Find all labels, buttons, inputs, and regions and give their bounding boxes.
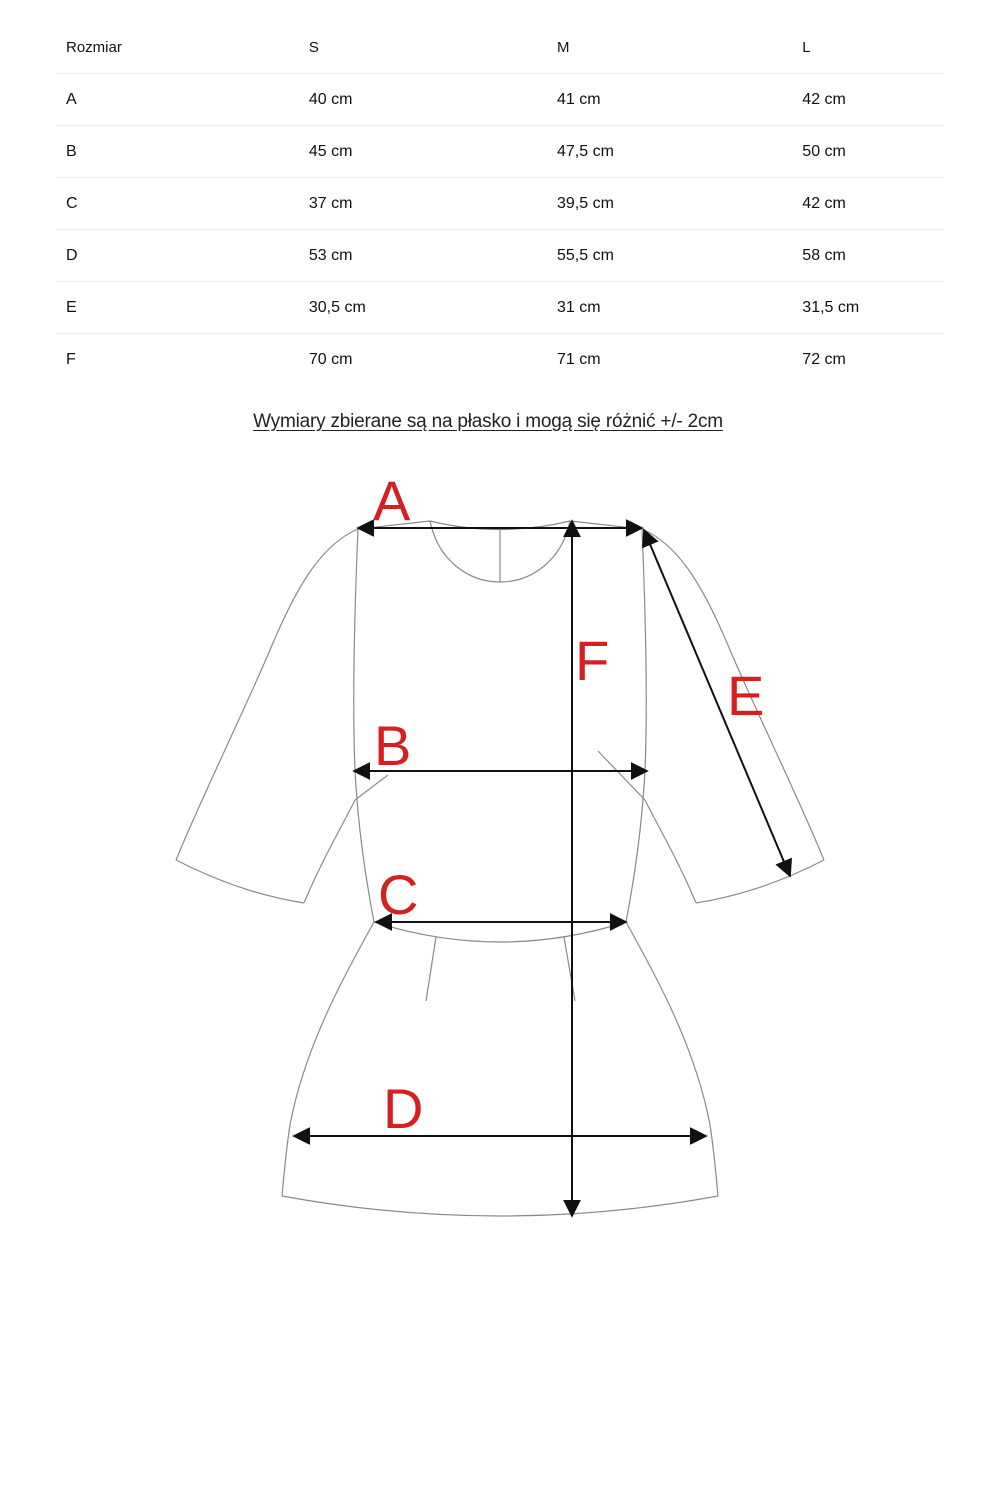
label-b: B	[374, 714, 412, 777]
measurement-labels	[373, 469, 764, 1140]
row-label: B	[56, 126, 299, 178]
skirt-pleat-right	[564, 937, 575, 1001]
bust-dart-left	[355, 775, 388, 800]
size-table	[56, 22, 944, 385]
garment-diagram	[0, 460, 1000, 1260]
table-row	[56, 334, 944, 386]
left-sleeve-inner	[304, 800, 355, 903]
table-row	[56, 282, 944, 334]
cell-value-s: 70 cm	[308, 350, 353, 368]
cell-value-m: 31 cm	[547, 282, 792, 334]
measurement-arrows	[294, 521, 790, 1216]
skirt-hem	[282, 1196, 718, 1216]
table-row	[56, 230, 944, 282]
skirt-side-left	[282, 922, 374, 1196]
bodice-side-right	[626, 529, 646, 922]
label-d: D	[383, 1077, 424, 1140]
cell-value-m: 47,5 cm	[547, 126, 792, 178]
left-sleeve-outer	[176, 529, 358, 860]
cell-value-l: 50 cm	[792, 126, 944, 178]
cell-value-l: 42 cm	[792, 74, 944, 126]
row-label: F	[66, 350, 76, 368]
header-cell-l: L	[792, 22, 944, 74]
skirt-pleat-left	[426, 937, 436, 1001]
cell-value-s: 30,5 cm	[299, 282, 547, 334]
right-sleeve-inner	[645, 800, 696, 903]
right-sleeve-hem	[696, 860, 824, 903]
cell-value-m: 41 cm	[547, 74, 792, 126]
row-label: E	[56, 282, 299, 334]
cell-value-s: 45 cm	[299, 126, 547, 178]
measurement-note: Wymiary zbierane są na płasko i mogą się różnić +/- 2cm	[253, 411, 723, 432]
skirt-side-right	[626, 922, 718, 1196]
table-row	[56, 178, 944, 230]
bust-dart-right	[598, 751, 645, 800]
garment-outline	[176, 521, 824, 1216]
row-label: D	[56, 230, 299, 282]
cell-value-s: 40 cm	[299, 74, 547, 126]
bodice-side-left	[354, 529, 374, 922]
cell-value-l: 72 cm	[802, 350, 846, 368]
cell-value-l: 58 cm	[792, 230, 944, 282]
label-f: F	[575, 629, 610, 692]
label-e: E	[727, 664, 765, 727]
cell-value-m: 39,5 cm	[547, 178, 792, 230]
label-c: C	[378, 863, 419, 926]
cell-value-s: 37 cm	[299, 178, 547, 230]
header-cell-s: S	[299, 22, 547, 74]
table-row	[56, 126, 944, 178]
arrow-e	[644, 530, 790, 876]
left-sleeve-hem	[176, 860, 304, 903]
cell-value-l: 42 cm	[792, 178, 944, 230]
table-row	[56, 74, 944, 126]
row-label: C	[56, 178, 299, 230]
cell-value-s: 53 cm	[299, 230, 547, 282]
table-header-row	[56, 22, 944, 74]
cell-value-m: 55,5 cm	[547, 230, 792, 282]
cell-value-l: 31,5 cm	[792, 282, 944, 334]
cell-value-m: 71 cm	[557, 350, 601, 368]
header-cell-m: M	[547, 22, 792, 74]
label-a: A	[373, 469, 411, 532]
header-cell-size: Rozmiar	[56, 22, 299, 74]
row-label: A	[56, 74, 299, 126]
